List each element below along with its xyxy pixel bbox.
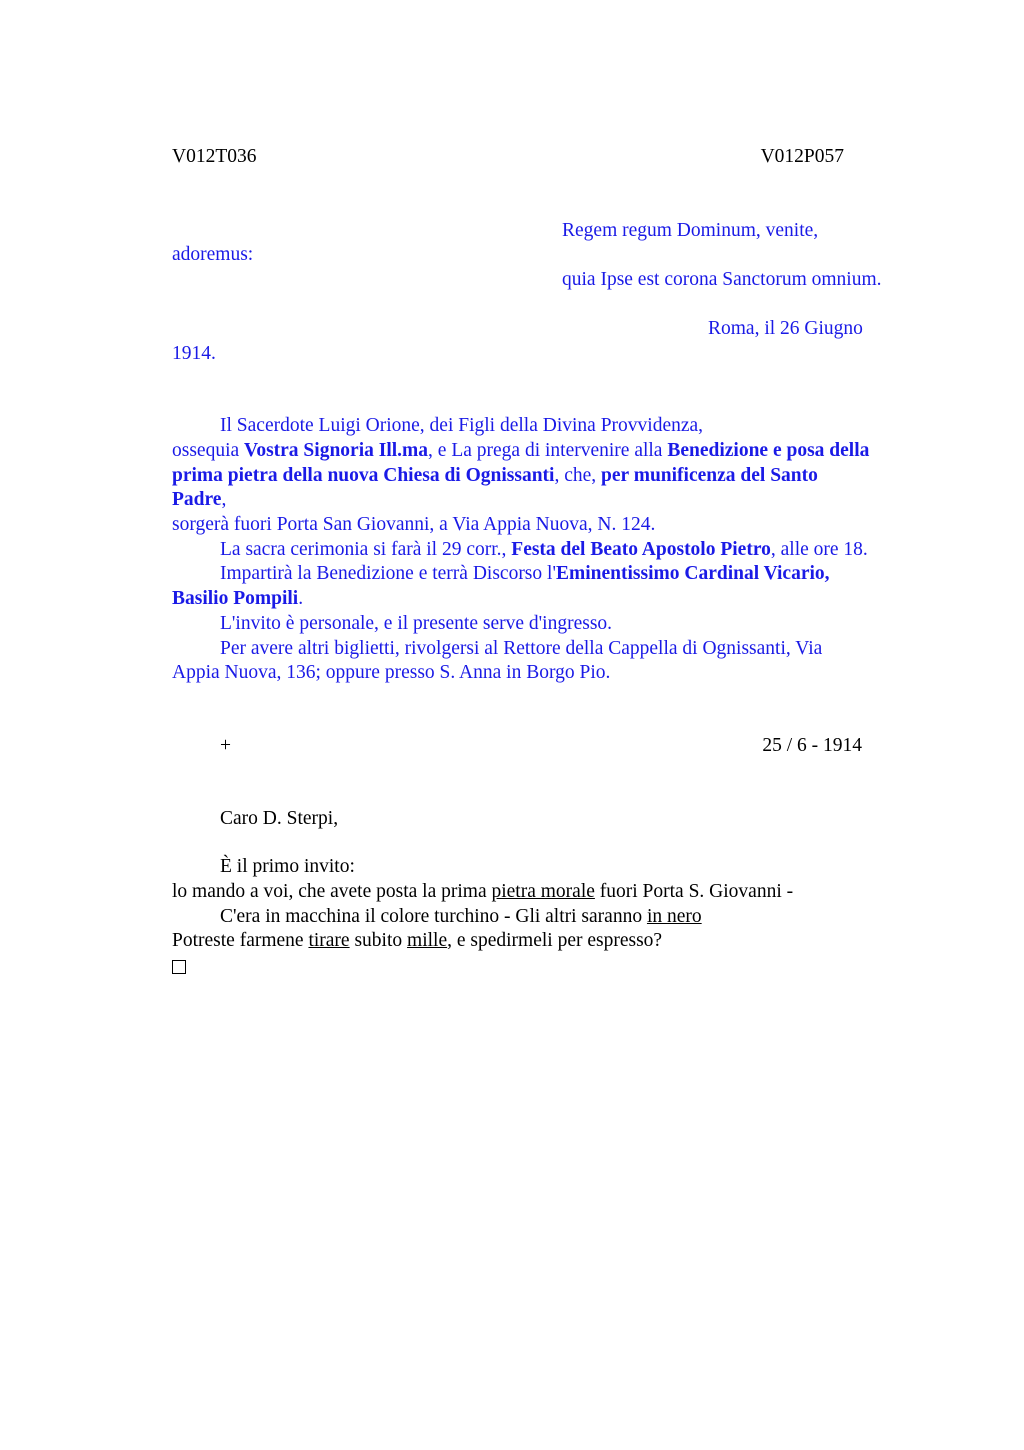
dateline-wrap: 1914. xyxy=(172,342,216,364)
invitation-paragraph-5: Per avere altri biglietti, rivolgersi al Rettore della Cappella di Ognissanti, Via Appia Nuova, 136; oppure presso S. Anna in Borgo Pio. xyxy=(172,637,823,684)
note-line-1: È il primo invito: xyxy=(220,856,355,878)
note-header xyxy=(172,734,872,759)
checkbox-glyph xyxy=(172,954,872,982)
epigraph-line-1-wrap: adoremus: xyxy=(172,244,254,266)
cardinal-name: Eminentissimo Cardinal Vicario, Basilio Pompili xyxy=(172,563,830,610)
document-page xyxy=(172,145,882,982)
note-line-3: C'era in macchina il colore turchino - Gli altri saranno in nero xyxy=(220,905,702,927)
invitation-paragraph-1-cont: prima pietra della nuova Chiesa di Ognissanti, che, per munificenza del Santo Padre, xyxy=(172,464,818,511)
invitation-paragraph-3: Impartirà la Benedizione e terrà Discorso l'Eminentissimo Cardinal Vicario, Basilio Pompili. xyxy=(172,563,830,610)
invitation-paragraph-1: ossequia Vostra Signoria Ill.ma, e La prega di intervenire alla Benedizione e posa della xyxy=(172,439,870,461)
church-name: prima pietra della nuova Chiesa di Ognissanti xyxy=(172,464,555,486)
feast-name: Festa del Beato Apostolo Pietro xyxy=(511,538,771,560)
empty-box-icon xyxy=(172,960,186,974)
page-code: V012P057 xyxy=(760,146,844,167)
note-line-2: lo mando a voi, che avete posta la prima pietra morale fuori Porta S. Giovanni - xyxy=(172,881,794,903)
underlined-phrase: in nero xyxy=(646,905,702,927)
invitation-location: sorgerà fuori Porta San Giovanni, a Via Appia Nuova, N. 124. xyxy=(172,514,656,536)
epigraph-line-1: Regem regum Dominum, venite, xyxy=(562,219,819,241)
header-row xyxy=(172,145,872,170)
invitation-body xyxy=(172,414,872,686)
cross-mark: + xyxy=(220,734,231,756)
note-date: 25 / 6 - 1914 xyxy=(762,734,862,756)
epigraph-line-2: quia Ipse est corona Sanctorum omnium. xyxy=(562,269,882,291)
invitation-paragraph-2: La sacra cerimonia si farà il 29 corr., Festa del Beato Apostolo Pietro, alle ore 18. xyxy=(220,538,868,560)
underlined-phrase: pietra morale xyxy=(491,881,595,903)
note-body xyxy=(172,855,872,982)
invitation-paragraph-4: L'invito è personale, e il presente serve d'ingresso. xyxy=(220,612,613,634)
ceremony-name: Benedizione e posa della xyxy=(667,439,870,461)
invitation-intro: Il Sacerdote Luigi Orione, dei Figli della Divina Provvidenza, xyxy=(220,415,704,437)
salutation: Caro D. Sterpi, xyxy=(220,807,339,829)
addressee: Vostra Signoria Ill.ma xyxy=(244,439,429,461)
munificence: per munificenza del Santo Padre xyxy=(172,464,818,511)
underlined-word: mille xyxy=(407,930,448,952)
note-line-4: Potreste farmene tirare subito mille, e spedirmeli per espresso? xyxy=(172,930,663,952)
epigraph xyxy=(172,219,882,293)
dateline xyxy=(172,317,872,366)
dateline-text: Roma, il 26 Giugno xyxy=(708,317,863,339)
underlined-word: tirare xyxy=(308,930,350,952)
volume-code: V012T036 xyxy=(172,146,257,167)
